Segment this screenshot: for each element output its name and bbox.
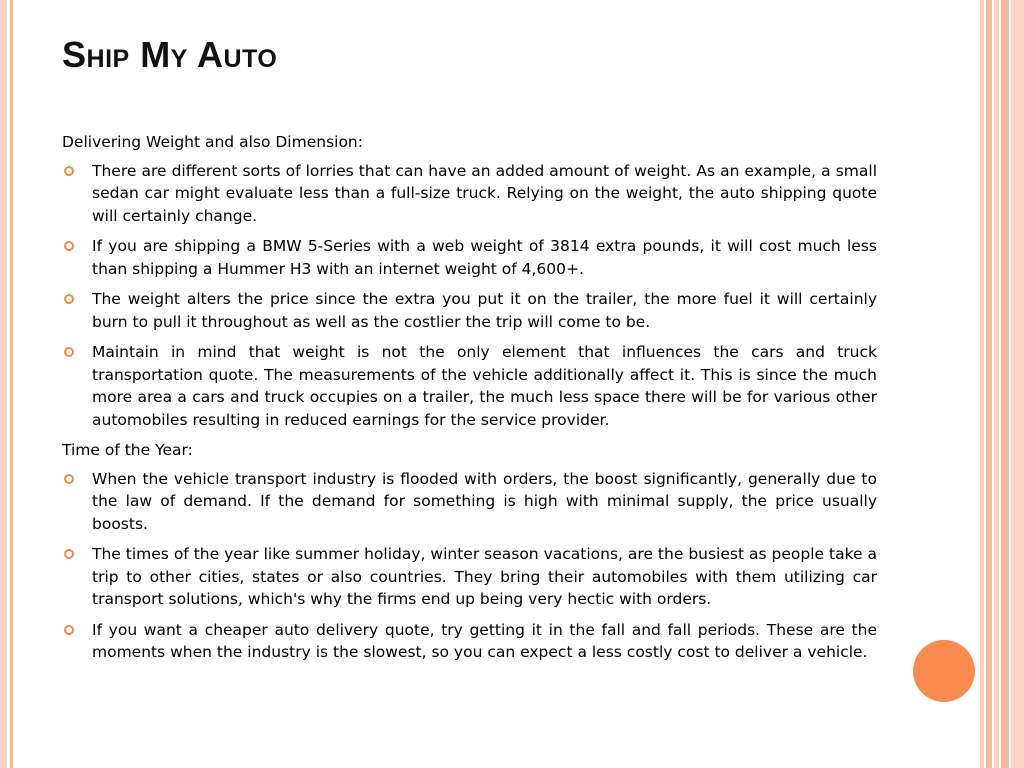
bullet-text: Maintain in mind that weight is not the only element that influences the cars and truck transportation quote. The measurements of the vehicle additionally affect it. This is since the much more area a cars and truck occupies on a trailer, the much less space there will be for various other automobiles resulting in reduced earnings for the service provider. — [92, 343, 877, 429]
bullet-text: The weight alters the price since the extra you put it on the trailer, the more fuel it will certainly burn to pull it throughout as well as the costlier the trip will come to be. — [92, 290, 877, 331]
weight-bullet-list — [62, 160, 877, 432]
bullet-icon — [64, 625, 74, 635]
right-border-strip — [986, 0, 992, 768]
bullet-text: The times of the year like summer holiday, winter season vacations, are the busiest as people take a trip to other cities, states or also countries. They bring their automobiles with them utilizing car transport solutions, which's why the firms end up being very hectic with orders. — [92, 545, 877, 608]
section-heading-weight: Delivering Weight and also Dimension: — [62, 133, 363, 151]
list-item — [62, 235, 877, 280]
right-border-strip — [994, 0, 999, 768]
list-item — [62, 288, 877, 333]
right-border-strip — [1001, 0, 1009, 768]
bullet-text: If you want a cheaper auto delivery quote, try getting it in the fall and fall periods. These are the moments when the industry is the slowest, so you can expect a less costly cost to deliver a vehicle. — [92, 620, 877, 661]
bullet-text: If you are shipping a BMW 5-Series with a web weight of 3814 extra pounds, it will cost much less than shipping a Hummer H3 with an internet weight of 4,600+. — [92, 237, 877, 278]
left-border-bar — [0, 0, 7, 768]
slide-content — [62, 131, 877, 672]
time-bullet-list — [62, 468, 877, 664]
right-border-strip — [980, 0, 984, 768]
section-heading-time: Time of the Year: — [62, 441, 193, 459]
bullet-icon — [64, 166, 74, 176]
bullet-icon — [64, 347, 74, 357]
list-item — [62, 341, 877, 431]
left-border-line — [10, 0, 13, 768]
slide-title: Ship My Auto — [62, 34, 278, 75]
bullet-text: There are different sorts of lorries that can have an added amount of weight. As an example, a small sedan car might evaluate less than a full-size truck. Relying on the weight, the auto shipping quote will certainly change. — [92, 161, 877, 225]
right-border-strip — [1011, 0, 1024, 768]
list-item — [62, 160, 877, 228]
bullet-icon — [64, 241, 74, 251]
bullet-icon — [64, 294, 74, 304]
bullet-text: When the vehicle transport industry is flooded with orders, the boost significantly, generally due to the law of demand. If the demand for something is high with minimal supply, the price usually boosts. — [92, 469, 877, 533]
list-item — [62, 619, 877, 664]
bullet-icon — [64, 549, 74, 559]
list-item — [62, 543, 877, 611]
list-item — [62, 468, 877, 536]
bullet-icon — [64, 474, 74, 484]
decorative-circle — [913, 640, 975, 702]
